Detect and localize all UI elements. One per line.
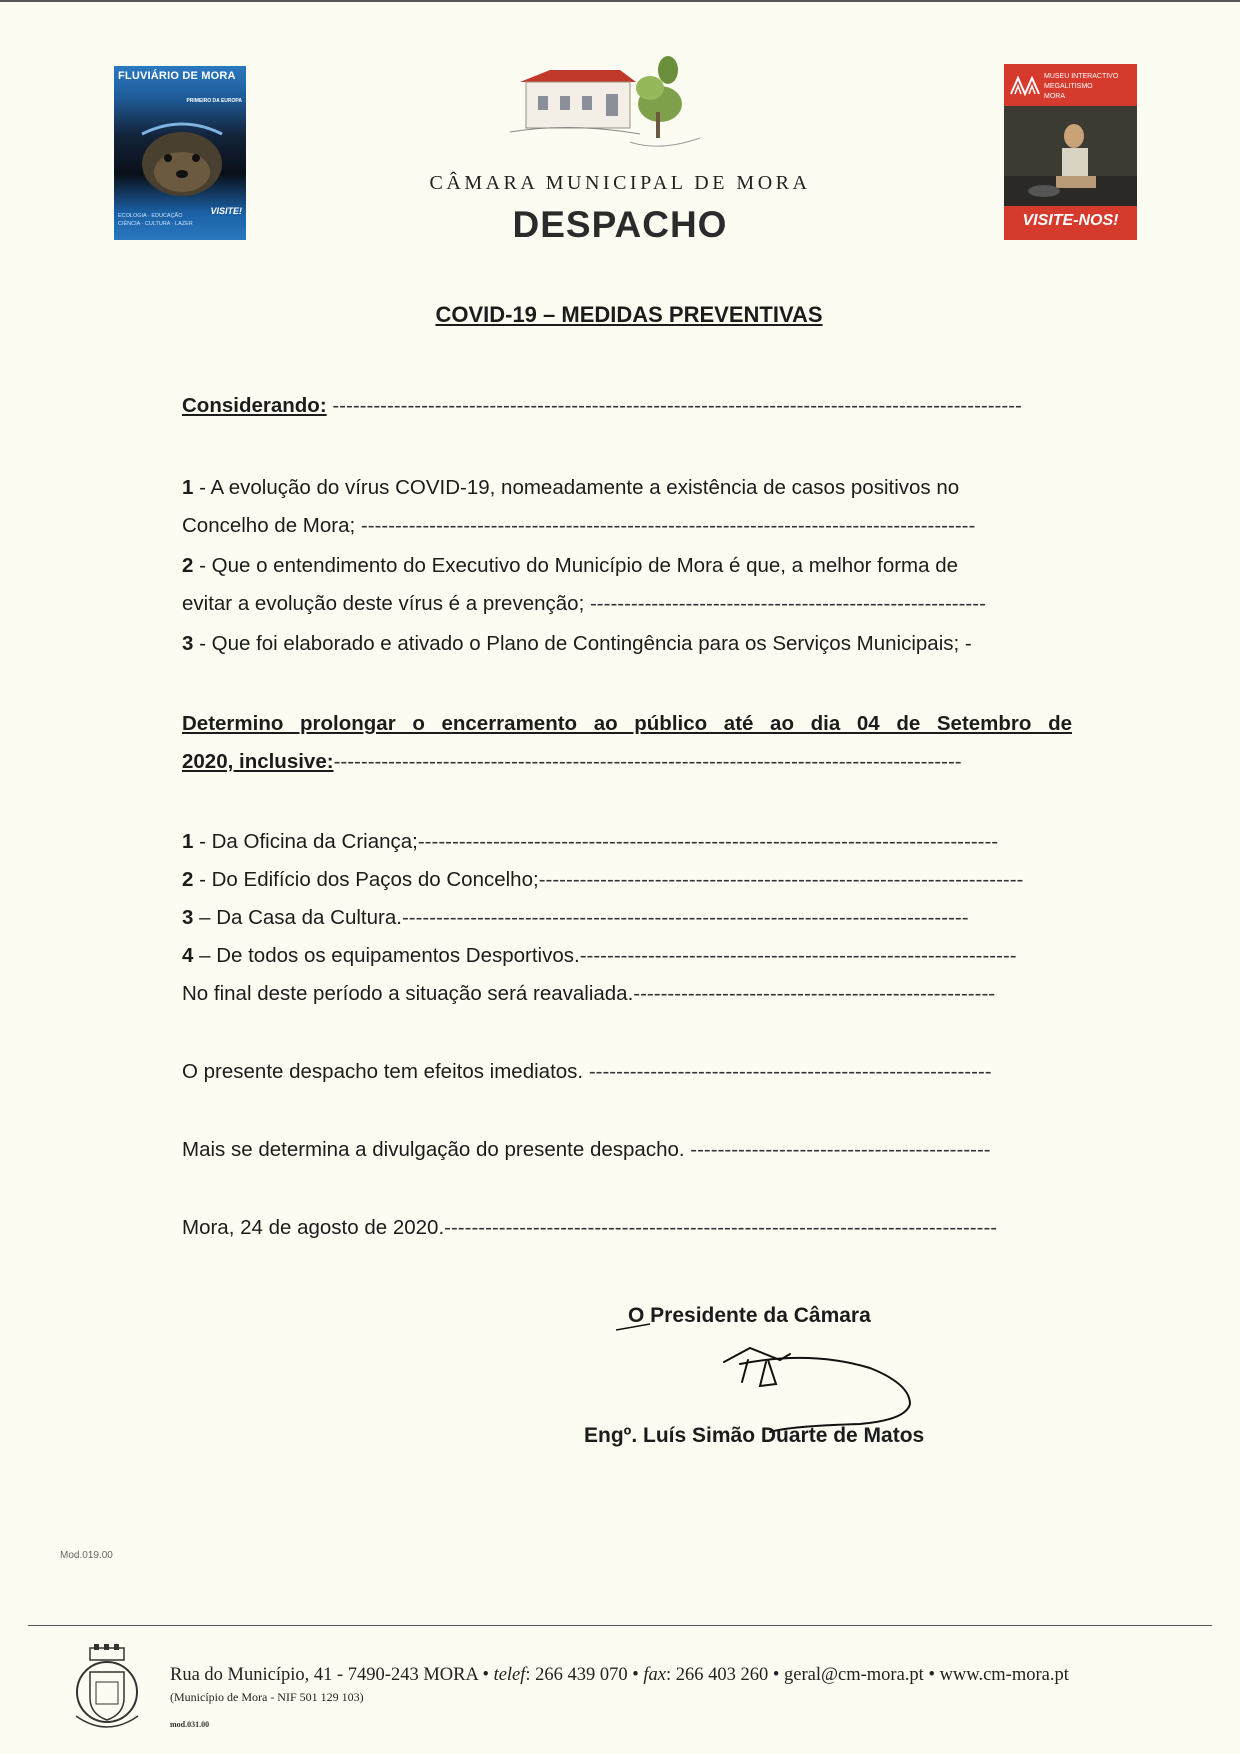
item-text: - A evolução do vírus COVID-19, nomeadamente a existência de casos positivos no [193,476,960,499]
footer-telef: : 266 439 070 [525,1665,628,1685]
efeitos-text: O presente despacho tem efeitos imediatos. [182,1060,584,1083]
dash-fill: ------------------------------------------------------------------------------------- [417,830,999,853]
reavaliacao-line [182,980,1072,1008]
fax-label: fax [643,1665,667,1685]
handwritten-signature [610,1320,930,1440]
item-text: Concelho de Mora; [182,514,356,537]
megalitismo-poster-header: MUSEU INTERACTIVO MEGALITISMO MORA [1044,73,1119,100]
footer-address-line: Rua do Município, 41 - 7490-243 MORA • telef: 266 439 070 • fax: 266 403 260 • geral@cm-mora.pt • www.cm-mora.pt [170,1665,1069,1685]
dash-fill: ------------------------------------------------------------------------------------------ [355,514,976,537]
top-border [0,0,1240,2]
footer-nif: (Município de Mora - NIF 501 129 103) [170,1690,364,1704]
divulgacao-text: Mais se determina a divulgação do presente despacho. [182,1138,685,1161]
reavaliacao-text: No final deste período a situação será reavaliada. [182,982,634,1005]
considerando-item-1-line-1 [182,474,1072,502]
considerando-item-2-line-2 [182,590,1072,618]
megalitismo-poster-visit: VISITE-NOS! [1022,212,1119,229]
considerando-item-2-line-1 [182,552,1072,580]
closure-item-2 [182,866,1072,894]
form-code: Mod.019.00 [60,1550,113,1561]
dash-fill: ---------------------------------------------------------- [584,592,986,615]
date-line [182,1214,1072,1242]
fluviario-poster-title: FLUVIÁRIO DE MORA [118,70,236,82]
dash-fill: -------------------------------------------------------------------------------------------- [333,750,962,773]
dash-fill: -------------------------------------------- [684,1138,991,1161]
closure-item-1 [182,828,1072,856]
document-subject: COVID-19 – MEDIDAS PREVENTIVAS [435,302,823,327]
signatory-name: Engº. Luís Simão Duarte de Matos [584,1424,925,1447]
closure-item-3 [182,904,1072,932]
item-text: – Da Casa da Cultura. [193,906,402,929]
determino-line-2 [182,748,1072,776]
signatory-title: O Presidente da Câmara [628,1304,871,1327]
footer-form-code: mod.031.00 [170,1720,210,1729]
determino-line-1 [182,710,1072,738]
item-text: - Do Edifício dos Paços do Concelho; [193,868,539,891]
item-text: - Que o entendimento do Executivo do Município de Mora é que, a melhor forma de [193,554,959,577]
municipal-building-illustration [510,42,720,172]
closure-item-4 [182,942,1072,970]
considerando-item-3 [182,630,1072,658]
item-number: 1 [182,830,194,853]
dash-fill: ---------------------------------------------------------------- [579,944,1017,967]
megalitismo-logo-icon [1010,74,1040,96]
dash-fill: ----------------------------------------------------- [633,982,996,1005]
dash-fill: ----------------------------------------------------------------------------------- [401,906,969,929]
fluviario-poster-footer: ECOLOGIA · EDUCAÇÃO CIÊNCIA · CULTURA · LAZER [118,213,193,227]
dash-fill: ----------------------------------------------------------------------- [538,868,1024,891]
municipal-crest-icon [66,1642,148,1742]
item-number: 2 [182,554,194,577]
footer-email-link[interactable]: geral@cm-mora.pt [784,1665,924,1685]
divulgacao-line [182,1136,1072,1164]
item-text: - Que foi elaborado e ativado o Plano de Contingência para os Serviços Municipais; - [193,632,972,655]
fluviario-poster-subtitle: PRIMEIRO DA EUROPA [186,98,242,104]
item-number: 4 [182,944,194,967]
fluviario-poster-visit: VISITE! [210,206,242,216]
efeitos-line [182,1058,1072,1086]
dash-fill: ----------------------------------------------------------------------------------------------------- [332,394,1022,417]
item-text: – De todos os equipamentos Desportivos. [193,944,580,967]
footer-fax: : 266 403 260 [666,1665,769,1685]
considerando-item-1-line-2 [182,512,1072,540]
determino-text-cont: 2020, inclusive: [182,750,334,773]
institution-name: CÂMARA MUNICIPAL DE MORA [429,172,811,194]
item-number: 2 [182,868,194,891]
footer-website-link[interactable]: www.cm-mora.pt [939,1665,1069,1685]
considerando-heading: Considerando: [182,394,327,417]
item-text: evitar a evolução deste vírus é a prevenção; [182,592,585,615]
footer-divider [28,1625,1212,1626]
item-number: 3 [182,906,194,929]
item-number: 1 [182,476,194,499]
document-date: Mora, 24 de agosto de 2020. [182,1216,445,1239]
determino-text: Determino prolongar o encerramento ao público até ao dia 04 de Setembro de [182,712,1072,735]
dash-fill: ----------------------------------------------------------- [583,1060,992,1083]
item-text: - Da Oficina da Criança; [193,830,418,853]
footer-address: Rua do Município, 41 - 7490-243 MORA [170,1665,478,1685]
considerando-line [182,392,1072,420]
dash-fill: --------------------------------------------------------------------------------- [444,1216,998,1239]
telef-label: telef [493,1665,526,1685]
item-number: 3 [182,632,194,655]
document-title: DESPACHO [512,204,728,245]
